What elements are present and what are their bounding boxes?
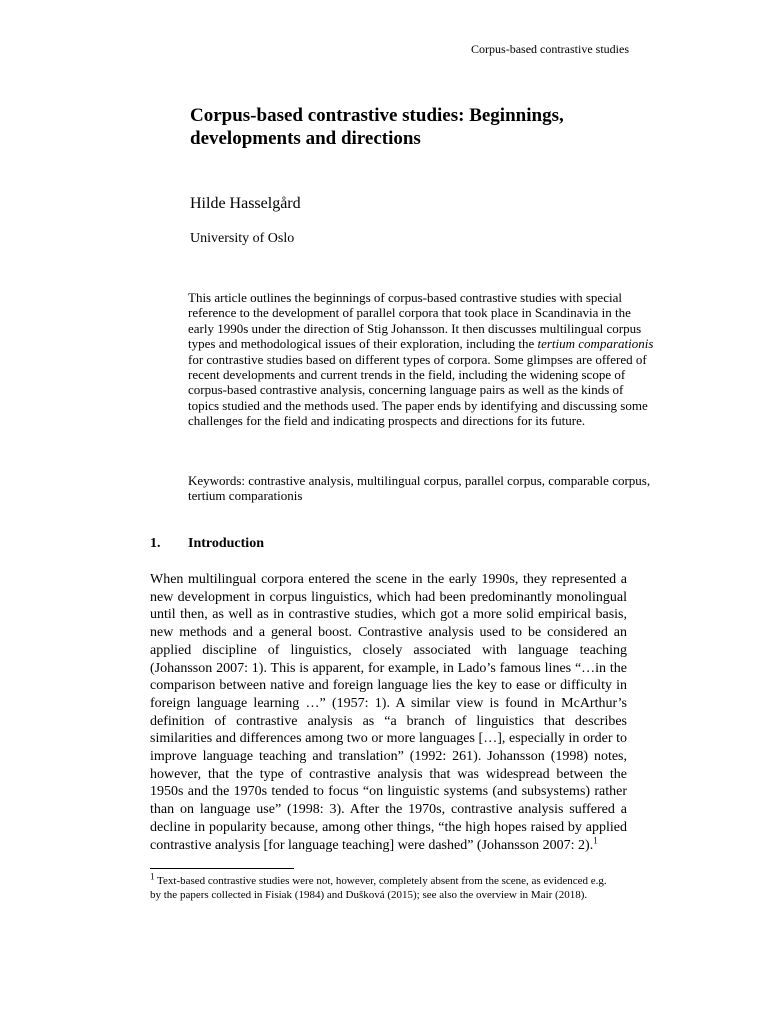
section-number: 1. [150, 536, 161, 551]
running-head: Corpus-based contrastive studies [471, 42, 629, 56]
abstract [188, 290, 654, 429]
abstract-italic-term: tertium comparationis [537, 336, 654, 352]
footnote-marker: 1 [150, 871, 155, 882]
keywords: Keywords: contrastive analysis, multilingual corpus, parallel corpus, comparable corpus, tertium comparationis [188, 473, 651, 504]
body-paragraph-text: When multilingual corpora entered the scene in the early 1990s, they represented a new development in corpus linguistics, which had been predominantly monolingual until then, as well as in contrastive studies, which got a more solid empirical basis, new methods and a general boost. Contrastive analysis used to be considered an applied discipline of linguistics, closely associated with language teaching (Johansson 2007: 1). This is apparent, for example, in Lado’s famous lines “…in the comparison between native and foreign language lies the key to ease or difficulty in foreign language learning …” (1957: 1). A similar view is found in McArthur’s definition of contrastive analysis as “a branch of linguistics that describes similarities and differences among two or more languages […], especially in order to improve language teaching and translation” (1992: 261). Johansson (1998) notes, however, that the type of contrastive analysis that was widespread between the 1950s and the 1970s tended to focus “on linguistic systems (and subsystems) rather than on language use” (1998: 3). After the 1970s, contrastive analysis suffered a decline in popularity because, among other things, “the high hopes raised by applied contrastive analysis [for language teaching] were dashed” (Johansson 2007: 2). [150, 572, 627, 853]
body-paragraph [150, 571, 627, 854]
section-title: Introduction [188, 536, 264, 551]
footnote-divider [150, 868, 294, 869]
author-affiliation: University of Oslo [190, 231, 295, 246]
paper-title: Corpus-based contrastive studies: Beginnings, developments and directions [190, 105, 564, 149]
section-heading [150, 535, 264, 553]
abstract-text-part2: for contrastive studies based on different types of corpora. Some glimpses are offered of recent developments and current trends in the field, including the widening scope of corpus-based contrastive analysis, concerning language pairs as well as the kinds of topics studied and the methods used. The paper ends by identifying and discussing some challenges for the field and indicating prospects and directions for its future. [188, 351, 648, 429]
footnote [150, 871, 620, 902]
footnote-reference[interactable]: 1 [593, 834, 598, 845]
author-name: Hilde Hasselgård [190, 195, 301, 212]
footnote-text: Text-based contrastive studies were not, however, completely absent from the scene, as evidenced e.g. by the papers collected in Fisiak (1984) and Dušková (2015); see also the overview in Mair (2018). [150, 875, 607, 901]
abstract-text-part1: This article outlines the beginnings of corpus-based contrastive studies with special reference to the development of parallel corpora that took place in Scandinavia in the early 1990s under the direction of Stig Johansson. It then discusses multilingual corpus types and methodological issues of their exploration, including the [188, 290, 642, 352]
